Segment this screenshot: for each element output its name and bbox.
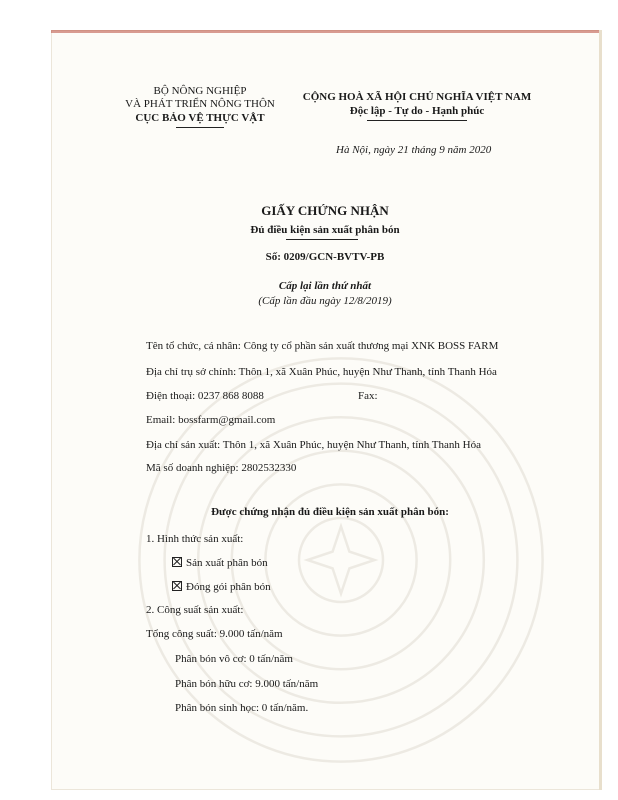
- certificate-number: Số: 0209/GCN-BVTV-PB: [265, 251, 385, 263]
- ministry-name-line2: VÀ PHÁT TRIỂN NÔNG THÔN: [125, 98, 275, 110]
- certificate-subtitle: Đủ điều kiện sản xuất phân bón: [250, 224, 400, 236]
- subtitle-underline: [286, 239, 358, 240]
- inorganic-capacity: Phân bón vô cơ: 0 tấn/năm: [175, 653, 293, 665]
- option-fertilizer-packaging: [172, 580, 271, 594]
- business-code: Mã số doanh nghiệp: 2802532330: [146, 462, 297, 474]
- page-top-edge: [51, 30, 602, 33]
- first-issue-date: (Cấp lần đầu ngày 12/8/2019): [258, 295, 392, 307]
- department-underline: [176, 127, 224, 128]
- date-line: Hà Nội, ngày 21 tháng 9 năm 2020: [336, 144, 492, 156]
- organic-capacity: Phân bón hữu cơ: 9.000 tấn/năm: [175, 678, 319, 690]
- ministry-name-line1: BỘ NÔNG NGHIỆP: [153, 85, 247, 97]
- certificate-title: GIẤY CHỨNG NHẬN: [261, 203, 389, 218]
- country-name: CỘNG HOÀ XÃ HỘI CHỦ NGHĨA VIỆT NAM: [302, 91, 532, 103]
- document-page: [51, 30, 602, 790]
- organization-name: Tên tổ chức, cá nhân: Công ty cổ phần sản xuất thương mại XNK BOSS FARM: [146, 340, 499, 352]
- department-name: CỤC BẢO VỆ THỰC VẬT: [135, 112, 265, 124]
- motto-underline: [367, 120, 467, 121]
- production-form-heading: 1. Hình thức sản xuất:: [146, 533, 244, 545]
- head-office-address: Địa chỉ trụ sở chính: Thôn 1, xã Xuân Phúc, huyện Như Thanh, tỉnh Thanh Hóa: [146, 366, 497, 378]
- option-fertilizer-production: [172, 556, 268, 570]
- email-address: Email: bossfarm@gmail.com: [146, 414, 276, 426]
- option-label: Đóng gói phân bón: [186, 581, 271, 593]
- production-address: Địa chỉ sản xuất: Thôn 1, xã Xuân Phúc, huyện Như Thanh, tỉnh Thanh Hóa: [146, 439, 481, 451]
- reissue-note: Cấp lại lần thứ nhất: [278, 280, 372, 292]
- certified-heading: Được chứng nhận đủ điều kiện sản xuất phân bón:: [211, 506, 449, 518]
- total-capacity: Tổng công suất: 9.000 tấn/năm: [146, 628, 283, 640]
- phone-number: Điện thoại: 0237 868 8088: [146, 390, 264, 402]
- capacity-heading: 2. Công suất sản xuất:: [146, 604, 244, 616]
- checked-box-icon: [172, 557, 182, 567]
- national-motto: Độc lập - Tự do - Hạnh phúc: [349, 105, 485, 117]
- page-right-edge: [599, 30, 602, 790]
- fax-number: Fax:: [358, 390, 378, 402]
- option-label: Sản xuất phân bón: [186, 557, 268, 569]
- checked-box-icon: [172, 581, 182, 591]
- biological-capacity: Phân bón sinh học: 0 tấn/năm.: [175, 702, 309, 714]
